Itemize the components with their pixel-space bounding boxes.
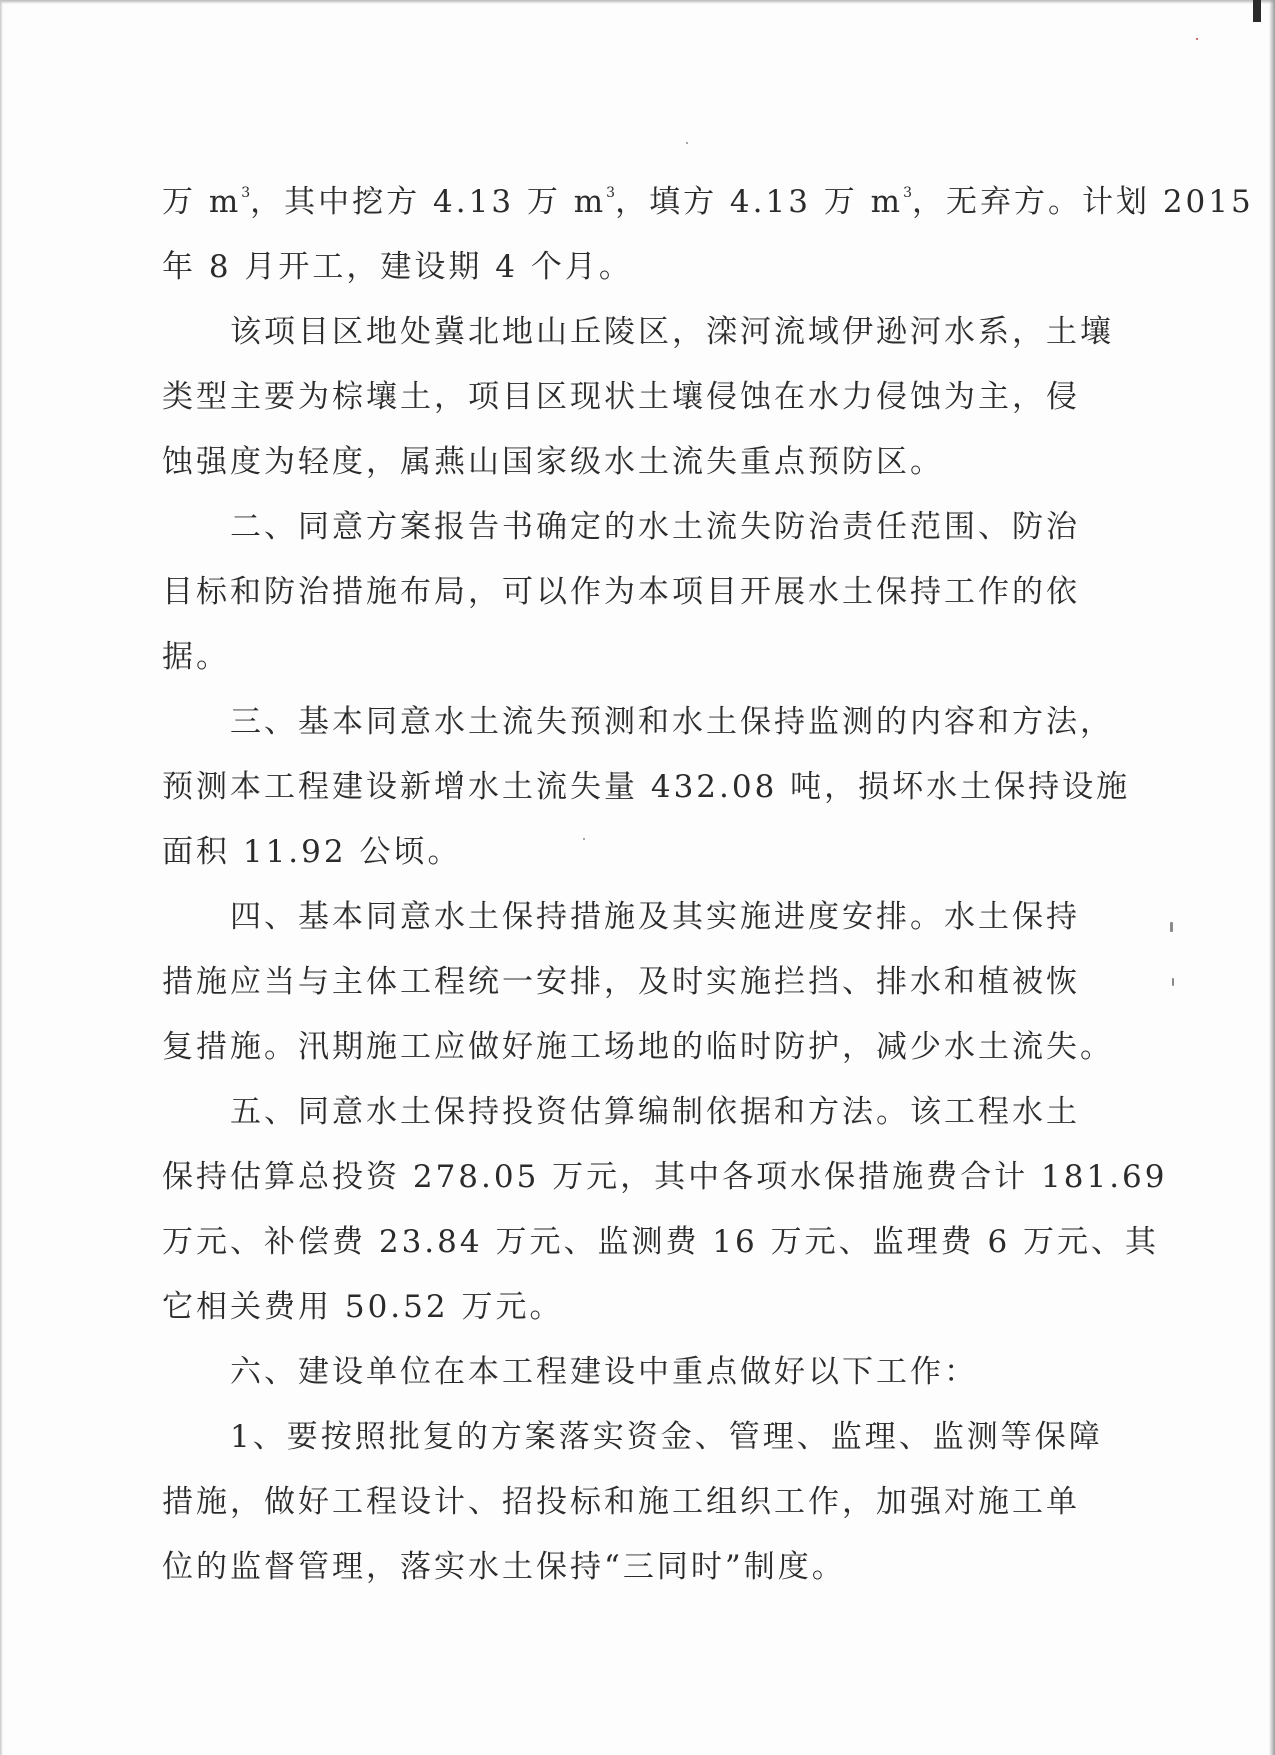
paragraph-5-line-2: 措施应当与主体工程统一安排，及时实施拦挡、排水和植被恢: [162, 964, 1080, 1000]
paragraph-2-line-1: 该项目区地处冀北地山丘陵区，滦河流域伊逊河水系，土壤: [230, 314, 1114, 350]
scan-speck: [1196, 38, 1198, 40]
scan-edge-right: [1269, 0, 1275, 1755]
paragraph-6-line-3: 万元、补偿费 23.84 万元、监测费 16 万元、监理费 6 万元、其: [162, 1224, 1160, 1260]
text-run: ，其中挖方 4.13 万 m: [250, 184, 607, 220]
paragraph-5-line-1: 四、基本同意水土保持措施及其实施进度安排。水土保持: [230, 899, 1080, 935]
paragraph-1-line-2: 年 8 月开工，建设期 4 个月。: [162, 249, 633, 285]
superscript: 3: [241, 185, 251, 201]
scan-corner-mark: [1253, 0, 1261, 22]
paragraph-7-line-1: 六、建设单位在本工程建设中重点做好以下工作：: [230, 1354, 978, 1390]
superscript: 3: [903, 185, 912, 201]
paragraph-5-line-3: 复措施。汛期施工应做好施工场地的临时防护，减少水土流失。: [162, 1029, 1114, 1065]
paragraph-8-line-2: 措施，做好工程设计、招投标和施工组织工作，加强对施工单: [162, 1484, 1080, 1520]
scan-edge-top: [0, 0, 1275, 4]
text-run: ，无弃方。计划 2015: [911, 184, 1254, 220]
scan-speck: [686, 142, 688, 144]
scan-edge-left: [0, 0, 3, 1755]
paragraph-4-line-3: 面积 11.92 公顷。: [162, 834, 462, 870]
scan-speck: [1172, 978, 1174, 986]
paragraph-3-line-2: 目标和防治措施布局，可以作为本项目开展水土保持工作的依: [162, 574, 1080, 610]
paragraph-1-line-1: [162, 174, 1254, 239]
text-run: 万 m: [162, 184, 242, 220]
paragraph-8-line-3: 位的监督管理，落实水土保持“三同时”制度。: [162, 1549, 846, 1585]
paragraph-8-line-1: 1、要按照批复的方案落实资金、管理、监理、监测等保障: [230, 1419, 1103, 1455]
scan-speck: [1170, 922, 1173, 932]
document-body: [162, 174, 1254, 1604]
paragraph-6-line-4: 它相关费用 50.52 万元。: [162, 1289, 564, 1325]
paragraph-6-line-2: 保持估算总投资 278.05 万元，其中各项水保措施费合计 181.69: [162, 1159, 1168, 1195]
paragraph-4-line-1: 三、基本同意水土流失预测和水土保持监测的内容和方法，: [230, 704, 1114, 740]
paragraph-2-line-3: 蚀强度为轻度，属燕山国家级水土流失重点预防区。: [162, 444, 944, 480]
paragraph-2-line-2: 类型主要为棕壤土，项目区现状土壤侵蚀在水力侵蚀为主，侵: [162, 379, 1080, 415]
paragraph-3-line-1: 二、同意方案报告书确定的水土流失防治责任范围、防治: [230, 509, 1080, 545]
paragraph-6-line-1: 五、同意水土保持投资估算编制依据和方法。该工程水土: [230, 1094, 1080, 1130]
text-run: ，填方 4.13 万 m: [615, 184, 904, 220]
paragraph-3-line-3: 据。: [162, 639, 230, 675]
paragraph-4-line-2: 预测本工程建设新增水土流失量 432.08 吨，损坏水土保持设施: [162, 769, 1131, 805]
superscript: 3: [606, 185, 616, 201]
